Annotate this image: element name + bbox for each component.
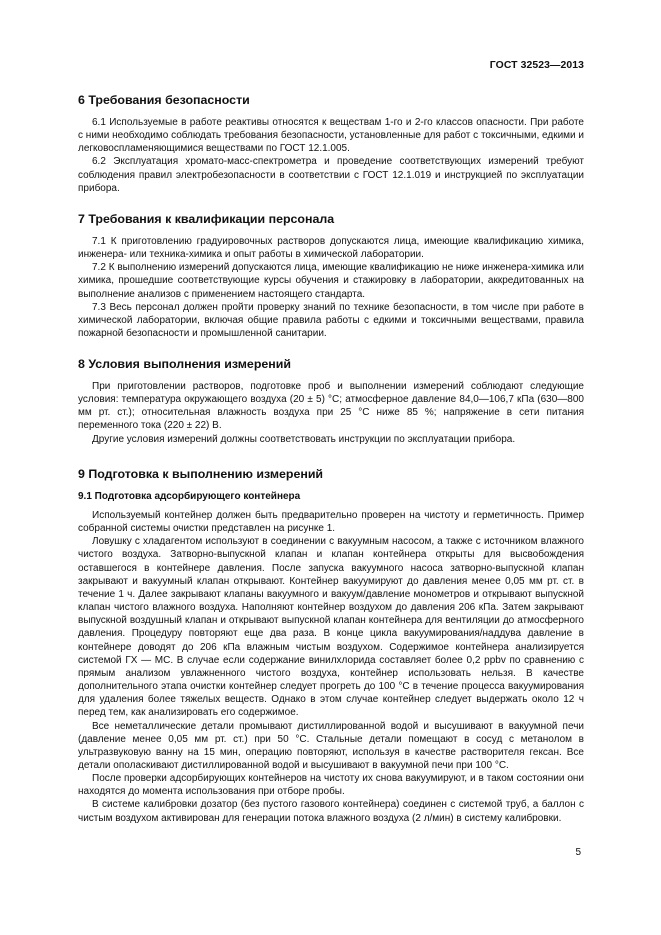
section-measurement-conditions	[78, 357, 584, 446]
paragraph: После проверки адсорбирующих контейнеров на чистоту их снова вакуумируют, и в таком состоянии они находятся до момента использования при отборе пробы.	[78, 773, 584, 798]
paragraph: 6.1 Используемые в работе реактивы относятся к веществам 1-го и 2-го классов опасности. При работе с ними необходимо соблюдать требования безопасности, установленные для работ с токсичными, едкими и легковоспламеняющимися веществами по ГОСТ 12.1.005.	[78, 117, 584, 155]
section-title: 7 Требования к квалификации персонала	[78, 212, 335, 226]
paragraph: При приготовлении растворов, подготовке проб и выполнении измерений соблюдают следующие условия: температура окружающего воздуха (20 ± 5) °С; атмосферное давление 84,0—106,7 кПа (630—800 мм рт. ст.); относительная влажность воздуха при 25 °С ниже 85 %; напряжение в сети питания переменного тока (220 ± 22) В.	[78, 381, 584, 432]
section-qualification	[78, 212, 584, 340]
paragraph: Другие условия измерений должны соответствовать инструкции по эксплуатации прибора.	[92, 433, 516, 445]
paragraph: 7.3 Весь персонал должен пройти проверку знаний по технике безопасности, в том числе при работе в химической лаборатории, включая общие правила работы с едкими и токсичными веществами, правила пожарной безопасности и промышленной санитарии.	[78, 301, 584, 340]
paragraph: В системе калибровки дозатор (без пустого газового контейнера) соединен с системой труб, а баллон с чистым воздухом активирован для генерации потока влажного воздуха (2 л/мин) в систему калибровки.	[78, 799, 584, 824]
section-safety	[78, 93, 584, 195]
section-preparation	[78, 467, 584, 825]
subsection-title: 9.1 Подготовка адсорбирующего контейнера	[78, 491, 301, 502]
paragraph: 7.2 К выполнению измерений допускаются лица, имеющие квалификацию не ниже инженера-химика или химика, прошедшие соответствующие курсы обучения и стажировку в лаборатории, аккредитованных на выполнение анализов с применением настоящего стандарта.	[78, 262, 584, 300]
paragraph: 6.2 Эксплуатация хромато-масс-спектрометра и проведение соответствующих измерений требуют соблюдения правил электробезопасности в соответствии с ГОСТ 12.1.019 и инструкцией по эксплуатации прибора.	[78, 156, 584, 194]
page-number: 5	[575, 847, 581, 858]
section-title: 6 Требования безопасности	[78, 93, 250, 107]
paragraph: 7.1 К приготовлению градуировочных растворов допускаются лица, имеющие квалификацию химика, инженера- или техника-химика и опыт работы в химической лаборатории.	[78, 236, 584, 261]
section-title: 9 Подготовка к выполнению измерений	[78, 467, 324, 481]
paragraph: Ловушку с хладагентом используют в соединении с вакуумным насосом, а также с источником влажного чистого воздуха. Затворно-выпускной клапан и клапан контейнера открыты для высвобождения оставшегося в контейнере давления. После запуска вакуумного насоса затворно-выпускной клапан закрывают и вакуумный клапан открывают. Контейнер вакуумируют до давления менее 0,05 мм рт. ст. в течение 1 ч. Далее закрывают клапаны вакуумного и вакуум/давление монометров и открывают выпускной клапан чистого влажного воздуха. Наполняют контейнер воздухом до давления 206 кПа. Затем закрывают выпускной воздушный клапан и открывают выпускной клапан контейнера для вентиляции до атмосферного давления. Процедуру повторяют еще два раза. В конце цикла вакуумирования/наддува давление в контейнере доводят до 206 кПа влажным чистым воздухом. Содержимое контейнера анализируется системой ГХ — МС. В случае если содержание винилхлорида составляет более 0,2 ppbv по сравнению с прямым анализом увлажненного чистого воздуха, контейнер использовать нельзя. В качестве дополнительного этапа очистки контейнер следует прогреть до 100 °С в течение процесса вакуумирования для удаления более тяжелых веществ. Однако в этом случае контейнер следует выдержать около 12 ч перед тем, как анализировать его содержимое.	[78, 536, 584, 719]
paragraph: Все неметаллические детали промывают дистиллированной водой и высушивают в вакуумной печи (давление менее 0,05 мм рт. ст.) при 50 °С. Стальные детали помещают в сосуд с метанолом в ультразвуковую ванну на 15 мин, операцию повторяют, используя в качестве растворителя гексан. Все детали ополаскивают дистиллированной водой и высушивают в вакуумной печи при 100 °С.	[78, 720, 584, 771]
document-code: ГОСТ 32523—2013	[489, 60, 584, 71]
section-title: 8 Условия выполнения измерений	[78, 357, 291, 371]
paragraph: Используемый контейнер должен быть предварительно проверен на чистоту и герметичность. Пример собранной системы очистки представлен на рисунке 1.	[78, 510, 584, 535]
